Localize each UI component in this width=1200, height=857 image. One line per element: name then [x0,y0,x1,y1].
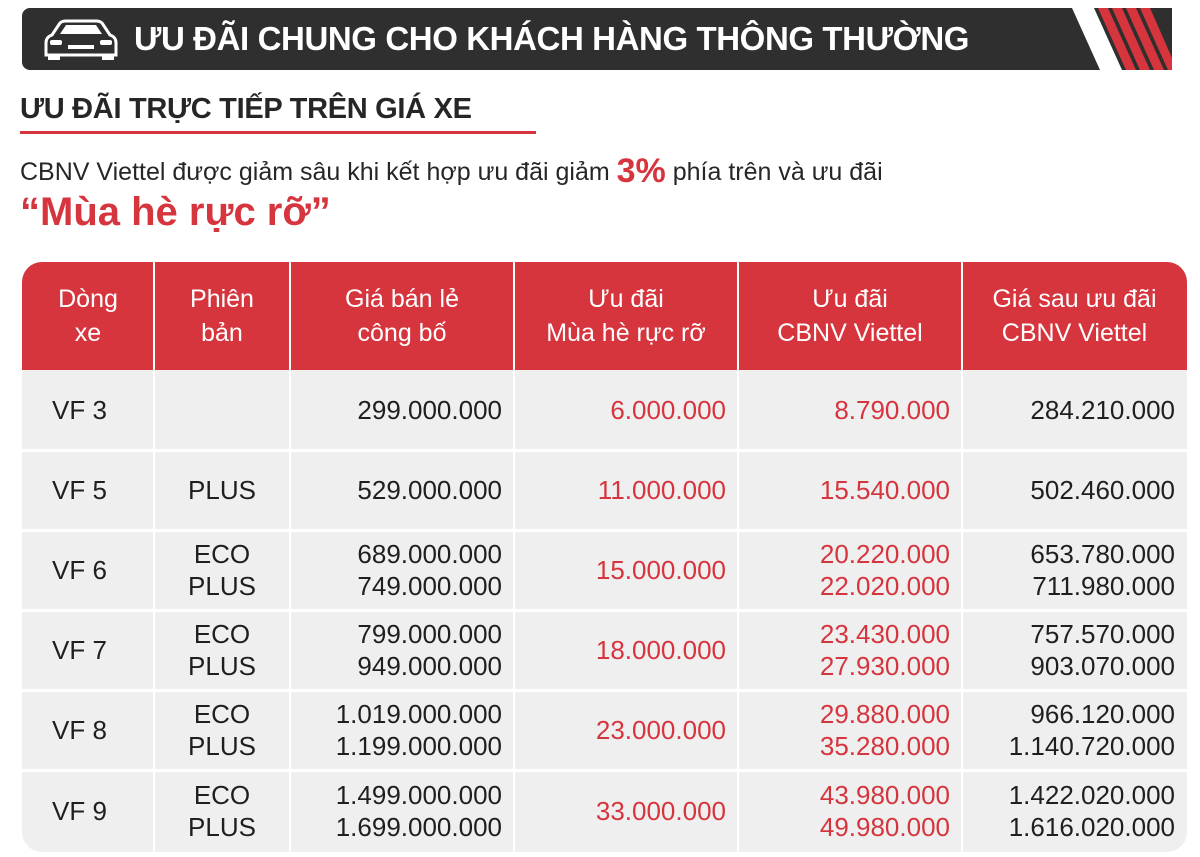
offer-description [20,152,883,191]
cell-summer-discount: 6.000.000 [610,395,726,425]
cell-cbnv-discount: 43.980.000 49.980.000 [819,780,950,842]
cell-version: PLUS [188,475,256,505]
cell-final-price: 757.570.000 903.070.000 [1030,619,1175,681]
campaign-name: “Mùa hè rực rỡ” [20,190,331,234]
section-underline [20,131,536,134]
column-header-retail-price: Giá bán lẻ công bố [345,285,459,347]
offer-text-after: phía trên và ưu đãi [665,158,883,186]
cell-model: VF 6 [52,555,107,585]
cell-final-price: 502.460.000 [1030,475,1175,505]
cell-model: VF 5 [52,475,107,505]
price-table [22,262,1187,852]
cell-final-price: 966.120.000 1.140.720.000 [1008,699,1175,761]
cell-cbnv-discount: 15.540.000 [819,475,950,505]
column-header-model: Dòng xe [58,285,118,347]
cell-model: VF 9 [52,796,107,826]
cell-retail-price: 1.499.000.000 1.699.000.000 [335,780,502,842]
cell-version: ECO PLUS [188,539,256,601]
banner-title: ƯU ĐÃI CHUNG CHO KHÁCH HÀNG THÔNG THƯỜNG [134,20,970,57]
cell-summer-discount: 33.000.000 [595,796,726,826]
offer-text-before: CBNV Viettel được giảm sâu khi kết hợp ưu đãi giảm [20,158,617,186]
cell-summer-discount: 23.000.000 [595,715,726,745]
cell-version: ECO PLUS [188,780,256,842]
cell-version: ECO PLUS [188,699,256,761]
header-banner [22,8,1172,70]
column-header-version: Phiên bản [190,285,254,347]
cell-retail-price: 299.000.000 [357,395,502,425]
decorative-stripes [1072,8,1172,70]
section-title: ƯU ĐÃI TRỰC TIẾP TRÊN GIÁ XE [20,93,472,125]
cell-summer-discount: 18.000.000 [595,635,726,665]
cell-cbnv-discount: 29.880.000 35.280.000 [819,699,950,761]
cell-cbnv-discount: 20.220.000 22.020.000 [819,539,950,601]
car-front-icon [38,19,124,61]
cell-model: VF 3 [52,395,107,425]
discount-percent: 3% [616,152,666,190]
cell-summer-discount: 11.000.000 [597,475,726,505]
cell-version: ECO PLUS [188,619,256,681]
column-header-cbnv-discount: Ưu đãi CBNV Viettel [777,285,923,347]
cell-retail-price: 529.000.000 [357,475,502,505]
cell-model: VF 7 [52,635,107,665]
cell-final-price: 284.210.000 [1030,395,1175,425]
column-header-summer-discount: Ưu đãi Mùa hè rực rỡ [546,285,706,347]
cell-model: VF 8 [52,715,107,745]
cell-final-price: 1.422.020.000 1.616.020.000 [1008,780,1175,842]
column-header-final-price: Giá sau ưu đãi CBNV Viettel [992,285,1157,347]
cell-retail-price: 799.000.000 949.000.000 [357,619,502,681]
cell-retail-price: 1.019.000.000 1.199.000.000 [335,699,502,761]
cell-retail-price: 689.000.000 749.000.000 [357,539,502,601]
cell-summer-discount: 15.000.000 [595,555,726,585]
cell-cbnv-discount: 23.430.000 27.930.000 [819,619,950,681]
cell-version [154,370,290,450]
cell-cbnv-discount: 8.790.000 [834,395,950,425]
cell-final-price: 653.780.000 711.980.000 [1030,539,1175,601]
